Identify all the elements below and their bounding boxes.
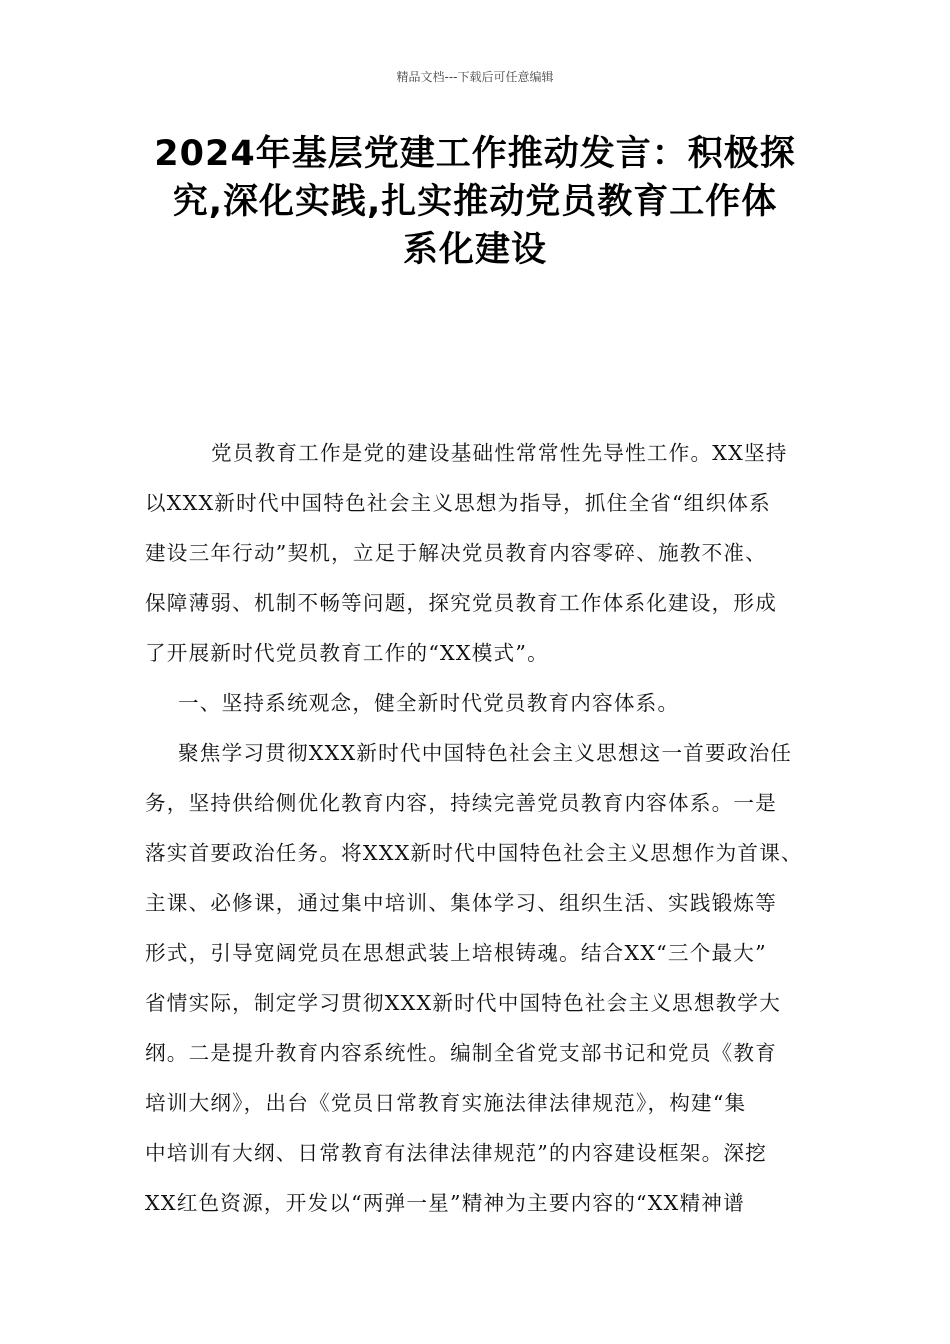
paragraph-line: XX红色资源，开发以“两弹一星”精神为主要内容的“XX精神谱 (145, 1191, 745, 1215)
document-body (145, 428, 825, 1228)
paragraph-line: 形式，引导宽阔党员在思想武装上培根铸魂。结合XX“三个最大” (145, 941, 767, 965)
section-heading: 一、坚持系统观念，健全新时代党员教育内容体系。 (178, 691, 680, 715)
paragraph-line: 建设三年行动”契机，立足于解决党员教育内容零碎、施教不准、 (145, 541, 767, 565)
title-line: 究,深化实践,扎实推动党员教育工作体 (172, 182, 778, 222)
paragraph-line: 了开展新时代党员教育工作的“XX模式”。 (145, 641, 549, 665)
paragraph-line: 中培训有大纲、日常教育有法律法律规范”的内容建设框架。深挖 (145, 1141, 767, 1165)
paragraph-line: 以XXX新时代中国特色社会主义思想为指导，抓住全省“组织体系 (145, 491, 771, 515)
document-title (130, 130, 820, 274)
paragraph-line: 落实首要政治任务。将XXX新时代中国特色社会主义思想作为首课、 (145, 841, 803, 865)
paragraph-line: 纲。二是提升教育内容系统性。编制全省党支部书记和党员《教育 (145, 1041, 778, 1065)
paragraph-line: 省情实际，制定学习贯彻XXX新时代中国特色社会主义思想教学大 (145, 991, 782, 1015)
paragraph-line: 保障薄弱、机制不畅等问题，探究党员教育工作体系化建设，形成 (145, 591, 778, 615)
page-header: 精品文档---下载后可任意编辑 (396, 70, 554, 84)
paragraph-line: 务，坚持供给侧优化教育内容，持续完善党员教育内容体系。一是 (145, 791, 778, 815)
paragraph-line: 主课、必修课，通过集中培训、集体学习、组织生活、实践锻炼等 (145, 891, 778, 915)
paragraph-line: 聚焦学习贯彻XXX新时代中国特色社会主义思想这一首要政治任 (178, 741, 793, 765)
paragraph-line: 党员教育工作是党的建设基础性常常性先导性工作。XX坚持 (211, 441, 788, 465)
paragraph-line: 培训大纲》，出台《党员日常教育实施法律法律规范》，构建“集 (145, 1091, 747, 1115)
title-line: 系化建设 (402, 230, 547, 270)
title-line: 2024年基层党建工作推动发言：积极探 (154, 134, 796, 174)
